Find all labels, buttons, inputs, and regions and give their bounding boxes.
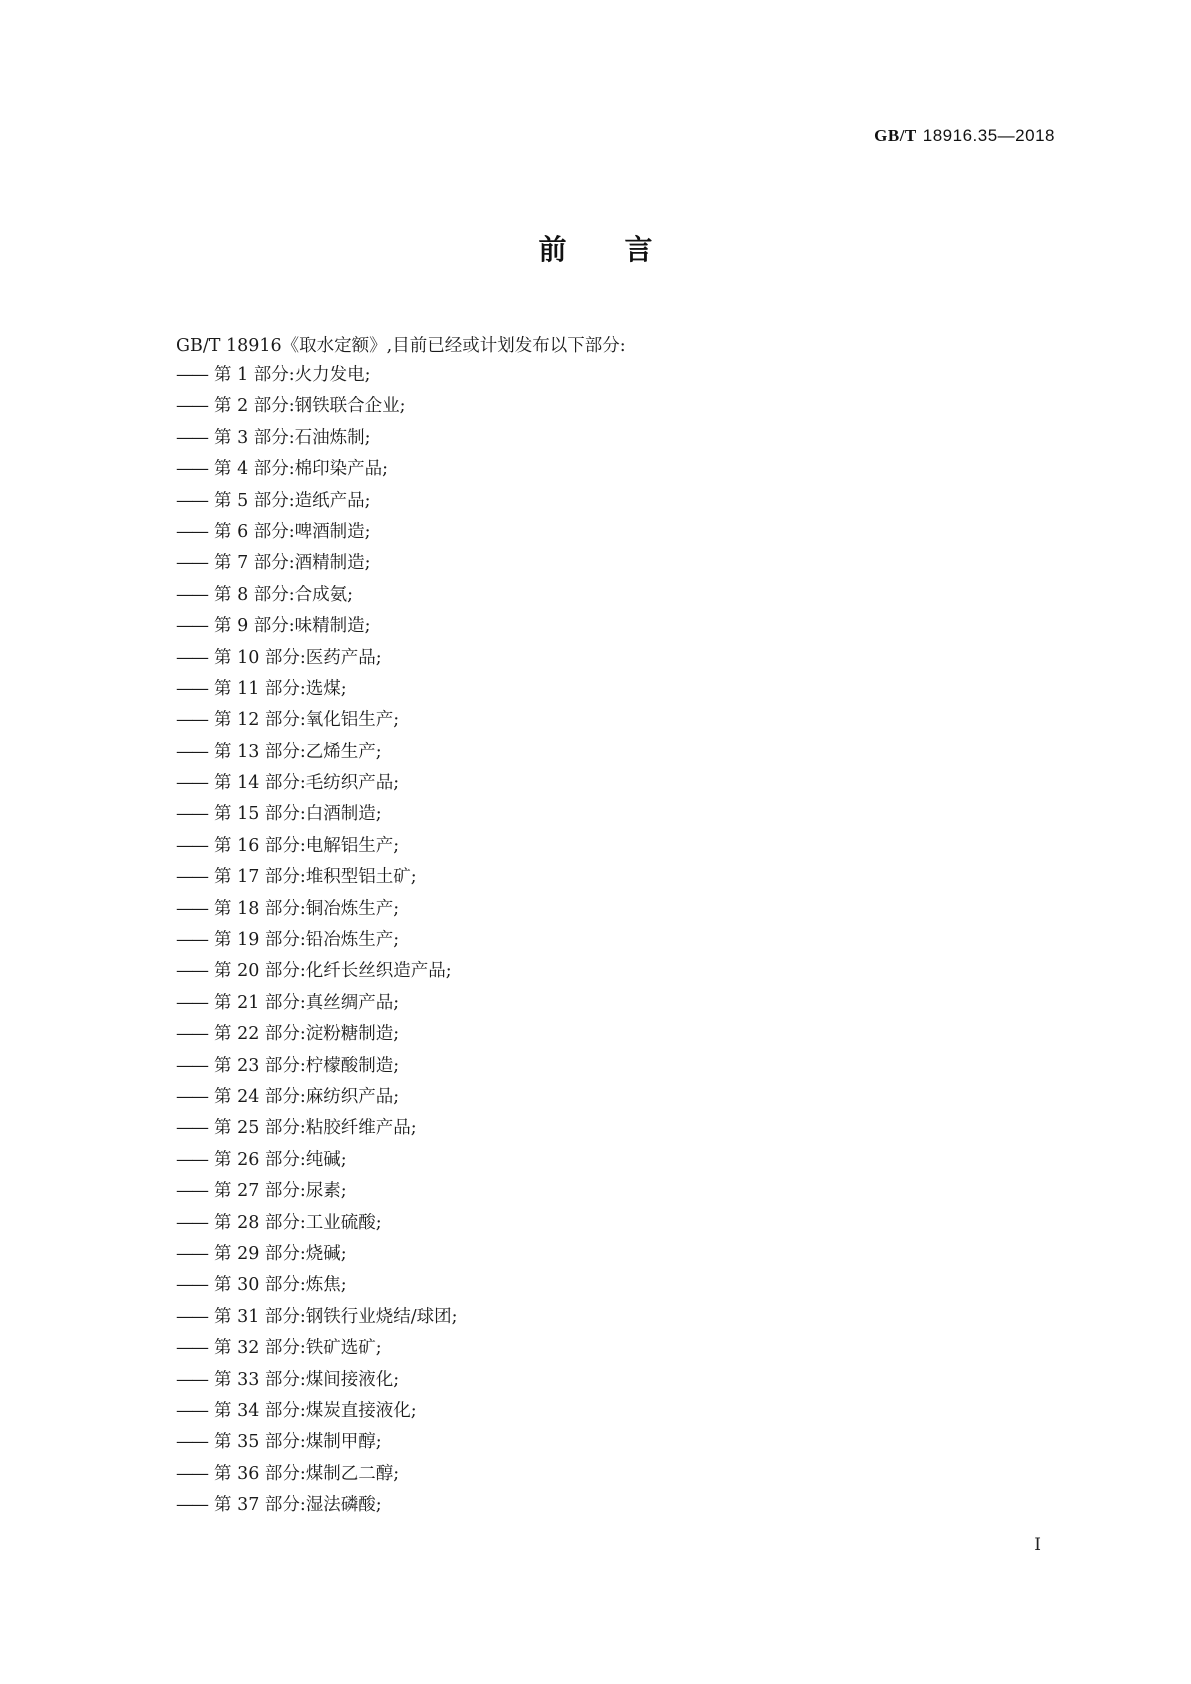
part-label: 第 14 部分:毛纺织产品; <box>214 773 400 794</box>
dash-marker: —— <box>176 741 207 762</box>
part-label: 第 21 部分:真丝绸产品; <box>214 992 400 1013</box>
dash-marker: —— <box>176 616 207 637</box>
dash-marker: —— <box>176 1243 207 1264</box>
dash-marker: —— <box>176 490 207 511</box>
dash-marker: —— <box>176 647 207 668</box>
dash-marker: —— <box>176 1055 207 1076</box>
list-item <box>176 768 458 799</box>
part-label: 第 18 部分:铜冶炼生产; <box>214 898 400 919</box>
list-item <box>176 831 458 862</box>
dash-marker: —— <box>176 1463 207 1484</box>
dash-marker: —— <box>176 710 207 731</box>
part-label: 第 4 部分:棉印染产品; <box>214 459 389 480</box>
part-label: 第 15 部分:白酒制造; <box>214 804 382 825</box>
dash-marker: —— <box>176 1306 207 1327</box>
dash-marker: —— <box>176 678 207 699</box>
part-label: 第 9 部分:味精制造; <box>214 616 371 637</box>
list-item <box>176 1145 458 1176</box>
list-item <box>176 454 458 485</box>
list-item <box>176 1459 458 1490</box>
standard-prefix: GB/T <box>874 126 917 145</box>
part-label: 第 10 部分:医药产品; <box>214 647 382 668</box>
list-item <box>176 360 458 391</box>
standard-number: 18916.35—2018 <box>922 126 1055 145</box>
part-label: 第 7 部分:酒精制造; <box>214 553 371 574</box>
list-item <box>176 1113 458 1144</box>
page-number: I <box>1034 1535 1041 1555</box>
parts-list <box>176 360 458 1521</box>
list-item <box>176 737 458 768</box>
list-item <box>176 1302 458 1333</box>
list-item <box>176 1490 458 1521</box>
list-item <box>176 799 458 830</box>
dash-marker: —— <box>176 1275 207 1296</box>
part-label: 第 20 部分:化纤长丝织造产品; <box>214 961 452 982</box>
list-item <box>176 1396 458 1427</box>
list-item <box>176 894 458 925</box>
dash-marker: —— <box>176 459 207 480</box>
part-label: 第 34 部分:煤炭直接液化; <box>214 1400 417 1421</box>
part-label: 第 28 部分:工业硫酸; <box>214 1212 382 1233</box>
part-label: 第 6 部分:啤酒制造; <box>214 521 371 542</box>
list-item <box>176 988 458 1019</box>
part-label: 第 26 部分:纯碱; <box>214 1149 347 1170</box>
list-item <box>176 423 458 454</box>
part-label: 第 36 部分:煤制乙二醇; <box>214 1463 400 1484</box>
dash-marker: —— <box>176 1369 207 1390</box>
list-item <box>176 643 458 674</box>
dash-marker: —— <box>176 584 207 605</box>
dash-marker: —— <box>176 992 207 1013</box>
part-label: 第 35 部分:煤制甲醇; <box>214 1432 382 1453</box>
list-item <box>176 1208 458 1239</box>
list-item <box>176 1427 458 1458</box>
dash-marker: —— <box>176 1149 207 1170</box>
part-label: 第 19 部分:铅冶炼生产; <box>214 930 400 951</box>
list-item <box>176 1051 458 1082</box>
dash-marker: —— <box>176 1024 207 1045</box>
dash-marker: —— <box>176 1086 207 1107</box>
part-label: 第 29 部分:烧碱; <box>214 1243 347 1264</box>
dash-marker: —— <box>176 1495 207 1516</box>
part-label: 第 37 部分:湿法磷酸; <box>214 1495 382 1516</box>
part-label: 第 30 部分:炼焦; <box>214 1275 347 1296</box>
dash-marker: —— <box>176 1432 207 1453</box>
part-label: 第 8 部分:合成氨; <box>214 584 354 605</box>
dash-marker: —— <box>176 553 207 574</box>
dash-marker: —— <box>176 396 207 417</box>
part-label: 第 12 部分:氧化铝生产; <box>214 710 400 731</box>
part-label: 第 1 部分:火力发电; <box>214 365 371 385</box>
list-item <box>176 1019 458 1050</box>
list-item <box>176 674 458 705</box>
list-item <box>176 862 458 893</box>
dash-marker: —— <box>176 961 207 982</box>
dash-marker: —— <box>176 1212 207 1233</box>
list-item <box>176 1333 458 1364</box>
dash-marker: —— <box>176 365 207 385</box>
part-label: 第 17 部分:堆积型铝土矿; <box>214 867 417 888</box>
dash-marker: —— <box>176 773 207 794</box>
part-label: 第 33 部分:煤间接液化; <box>214 1369 400 1390</box>
part-label: 第 24 部分:麻纺织产品; <box>214 1086 400 1107</box>
intro-paragraph: GB/T 18916《取水定额》,目前已经或计划发布以下部分: <box>176 336 626 356</box>
list-item <box>176 956 458 987</box>
list-item <box>176 486 458 517</box>
list-item <box>176 611 458 642</box>
dash-marker: —— <box>176 867 207 888</box>
page-title: 前言 <box>538 233 711 266</box>
list-item <box>176 548 458 579</box>
list-item <box>176 1239 458 1270</box>
list-item <box>176 1082 458 1113</box>
dash-marker: —— <box>176 427 207 448</box>
dash-marker: —— <box>176 804 207 825</box>
part-label: 第 3 部分:石油炼制; <box>214 427 371 448</box>
dash-marker: —— <box>176 521 207 542</box>
part-label: 第 31 部分:钢铁行业烧结/球团; <box>214 1306 458 1327</box>
part-label: 第 2 部分:钢铁联合企业; <box>214 396 406 417</box>
dash-marker: —— <box>176 898 207 919</box>
list-item <box>176 1270 458 1301</box>
part-label: 第 16 部分:电解铝生产; <box>214 835 400 856</box>
dash-marker: —— <box>176 1118 207 1139</box>
part-label: 第 5 部分:造纸产品; <box>214 490 371 511</box>
list-item <box>176 1176 458 1207</box>
part-label: 第 11 部分:选煤; <box>214 678 347 699</box>
dash-marker: —— <box>176 1400 207 1421</box>
part-label: 第 32 部分:铁矿选矿; <box>214 1338 382 1359</box>
part-label: 第 13 部分:乙烯生产; <box>214 741 382 762</box>
dash-marker: —— <box>176 930 207 951</box>
part-label: 第 22 部分:淀粉糖制造; <box>214 1024 400 1045</box>
part-label: 第 27 部分:尿素; <box>214 1181 347 1202</box>
list-item <box>176 1365 458 1396</box>
list-item <box>176 580 458 611</box>
list-item <box>176 925 458 956</box>
part-label: 第 25 部分:粘胶纤维产品; <box>214 1118 417 1139</box>
list-item <box>176 517 458 548</box>
dash-marker: —— <box>176 1338 207 1359</box>
list-item <box>176 391 458 422</box>
dash-marker: —— <box>176 835 207 856</box>
dash-marker: —— <box>176 1181 207 1202</box>
list-item <box>176 705 458 736</box>
standard-code <box>874 126 1055 146</box>
part-label: 第 23 部分:柠檬酸制造; <box>214 1055 400 1076</box>
